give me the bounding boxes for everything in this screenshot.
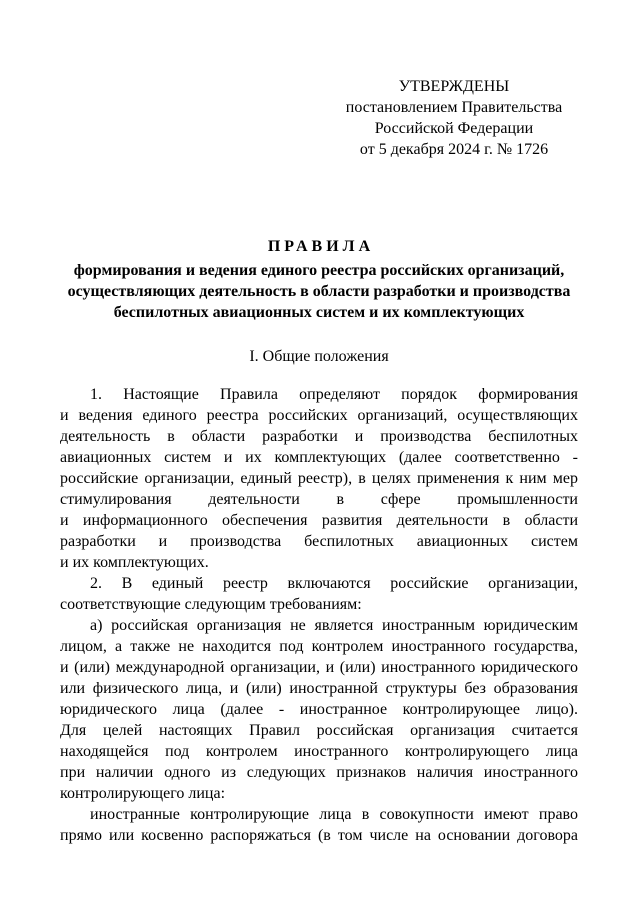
approval-line: постановлением Правительства xyxy=(345,99,563,116)
section-heading: I. Общие положения xyxy=(249,348,389,365)
body-line: иностранные контролирующие лица в совокупности имеют право xyxy=(90,806,578,823)
approval-line: УТВЕРЖДЕНЫ xyxy=(398,78,510,95)
body-line: юридического лица (далее - иностранное контролирующее лицо). xyxy=(60,701,578,718)
body-line: разработки и производства беспилотных авиационных систем xyxy=(60,533,578,550)
body-line: или физического лица, и (или) иностранной структуры без образования xyxy=(60,680,578,697)
body-paragraphs xyxy=(60,384,578,846)
approval-line: от 5 декабря 2024 г. № 1726 xyxy=(359,141,549,158)
body-line: стимулирования деятельности в сфере промышленности xyxy=(60,491,578,508)
body-line: контролирующего лица: xyxy=(60,785,226,802)
body-line: при наличии одного из следующих признаков наличия иностранного xyxy=(60,764,578,781)
body-line: российские организации, единый реестр), в целях применения к ним мер xyxy=(60,470,578,487)
body-line: находящейся под контролем иностранного контролирующего лица xyxy=(60,743,578,760)
body-line: и их комплектующих. xyxy=(60,554,209,571)
subtitle-line: осуществляющих деятельность в области разработки и производства xyxy=(67,283,571,300)
body-line: авиационных систем и их комплектующих (далее соответственно - xyxy=(60,449,578,466)
subtitle-line: беспилотных авиационных систем и их комплектующих xyxy=(113,304,525,321)
subtitle-line: формирования и ведения единого реестра российских организаций, xyxy=(73,262,565,279)
body-line: соответствующие следующим требованиям: xyxy=(60,596,362,613)
body-line: 1. Настоящие Правила определяют порядок формирования xyxy=(90,386,578,403)
body-line: прямо или косвенно распоряжаться (в том числе на основании договора xyxy=(60,827,578,844)
document-title: ПРАВИЛА xyxy=(267,238,375,255)
body-line: Для целей настоящих Правил российская организация считается xyxy=(60,722,578,739)
body-line: 2. В единый реестр включаются российские организации, xyxy=(90,575,578,592)
approval-block xyxy=(334,76,574,160)
body-line: и (или) международной организации, и (или) иностранного юридического xyxy=(60,659,578,676)
approval-line: Российской Федерации xyxy=(374,120,534,137)
body-line: и ведения единого реестра российских организаций, осуществляющих xyxy=(60,407,578,424)
document-subtitle xyxy=(60,260,578,323)
body-line: лицом, а также не находится под контролем иностранного государства, xyxy=(60,638,578,655)
body-line: а) российская организация не является иностранным юридическим xyxy=(90,617,578,634)
body-line: деятельность в области разработки и производства беспилотных xyxy=(60,428,578,445)
body-line: и информационного обеспечения развития деятельности в области xyxy=(60,512,578,529)
